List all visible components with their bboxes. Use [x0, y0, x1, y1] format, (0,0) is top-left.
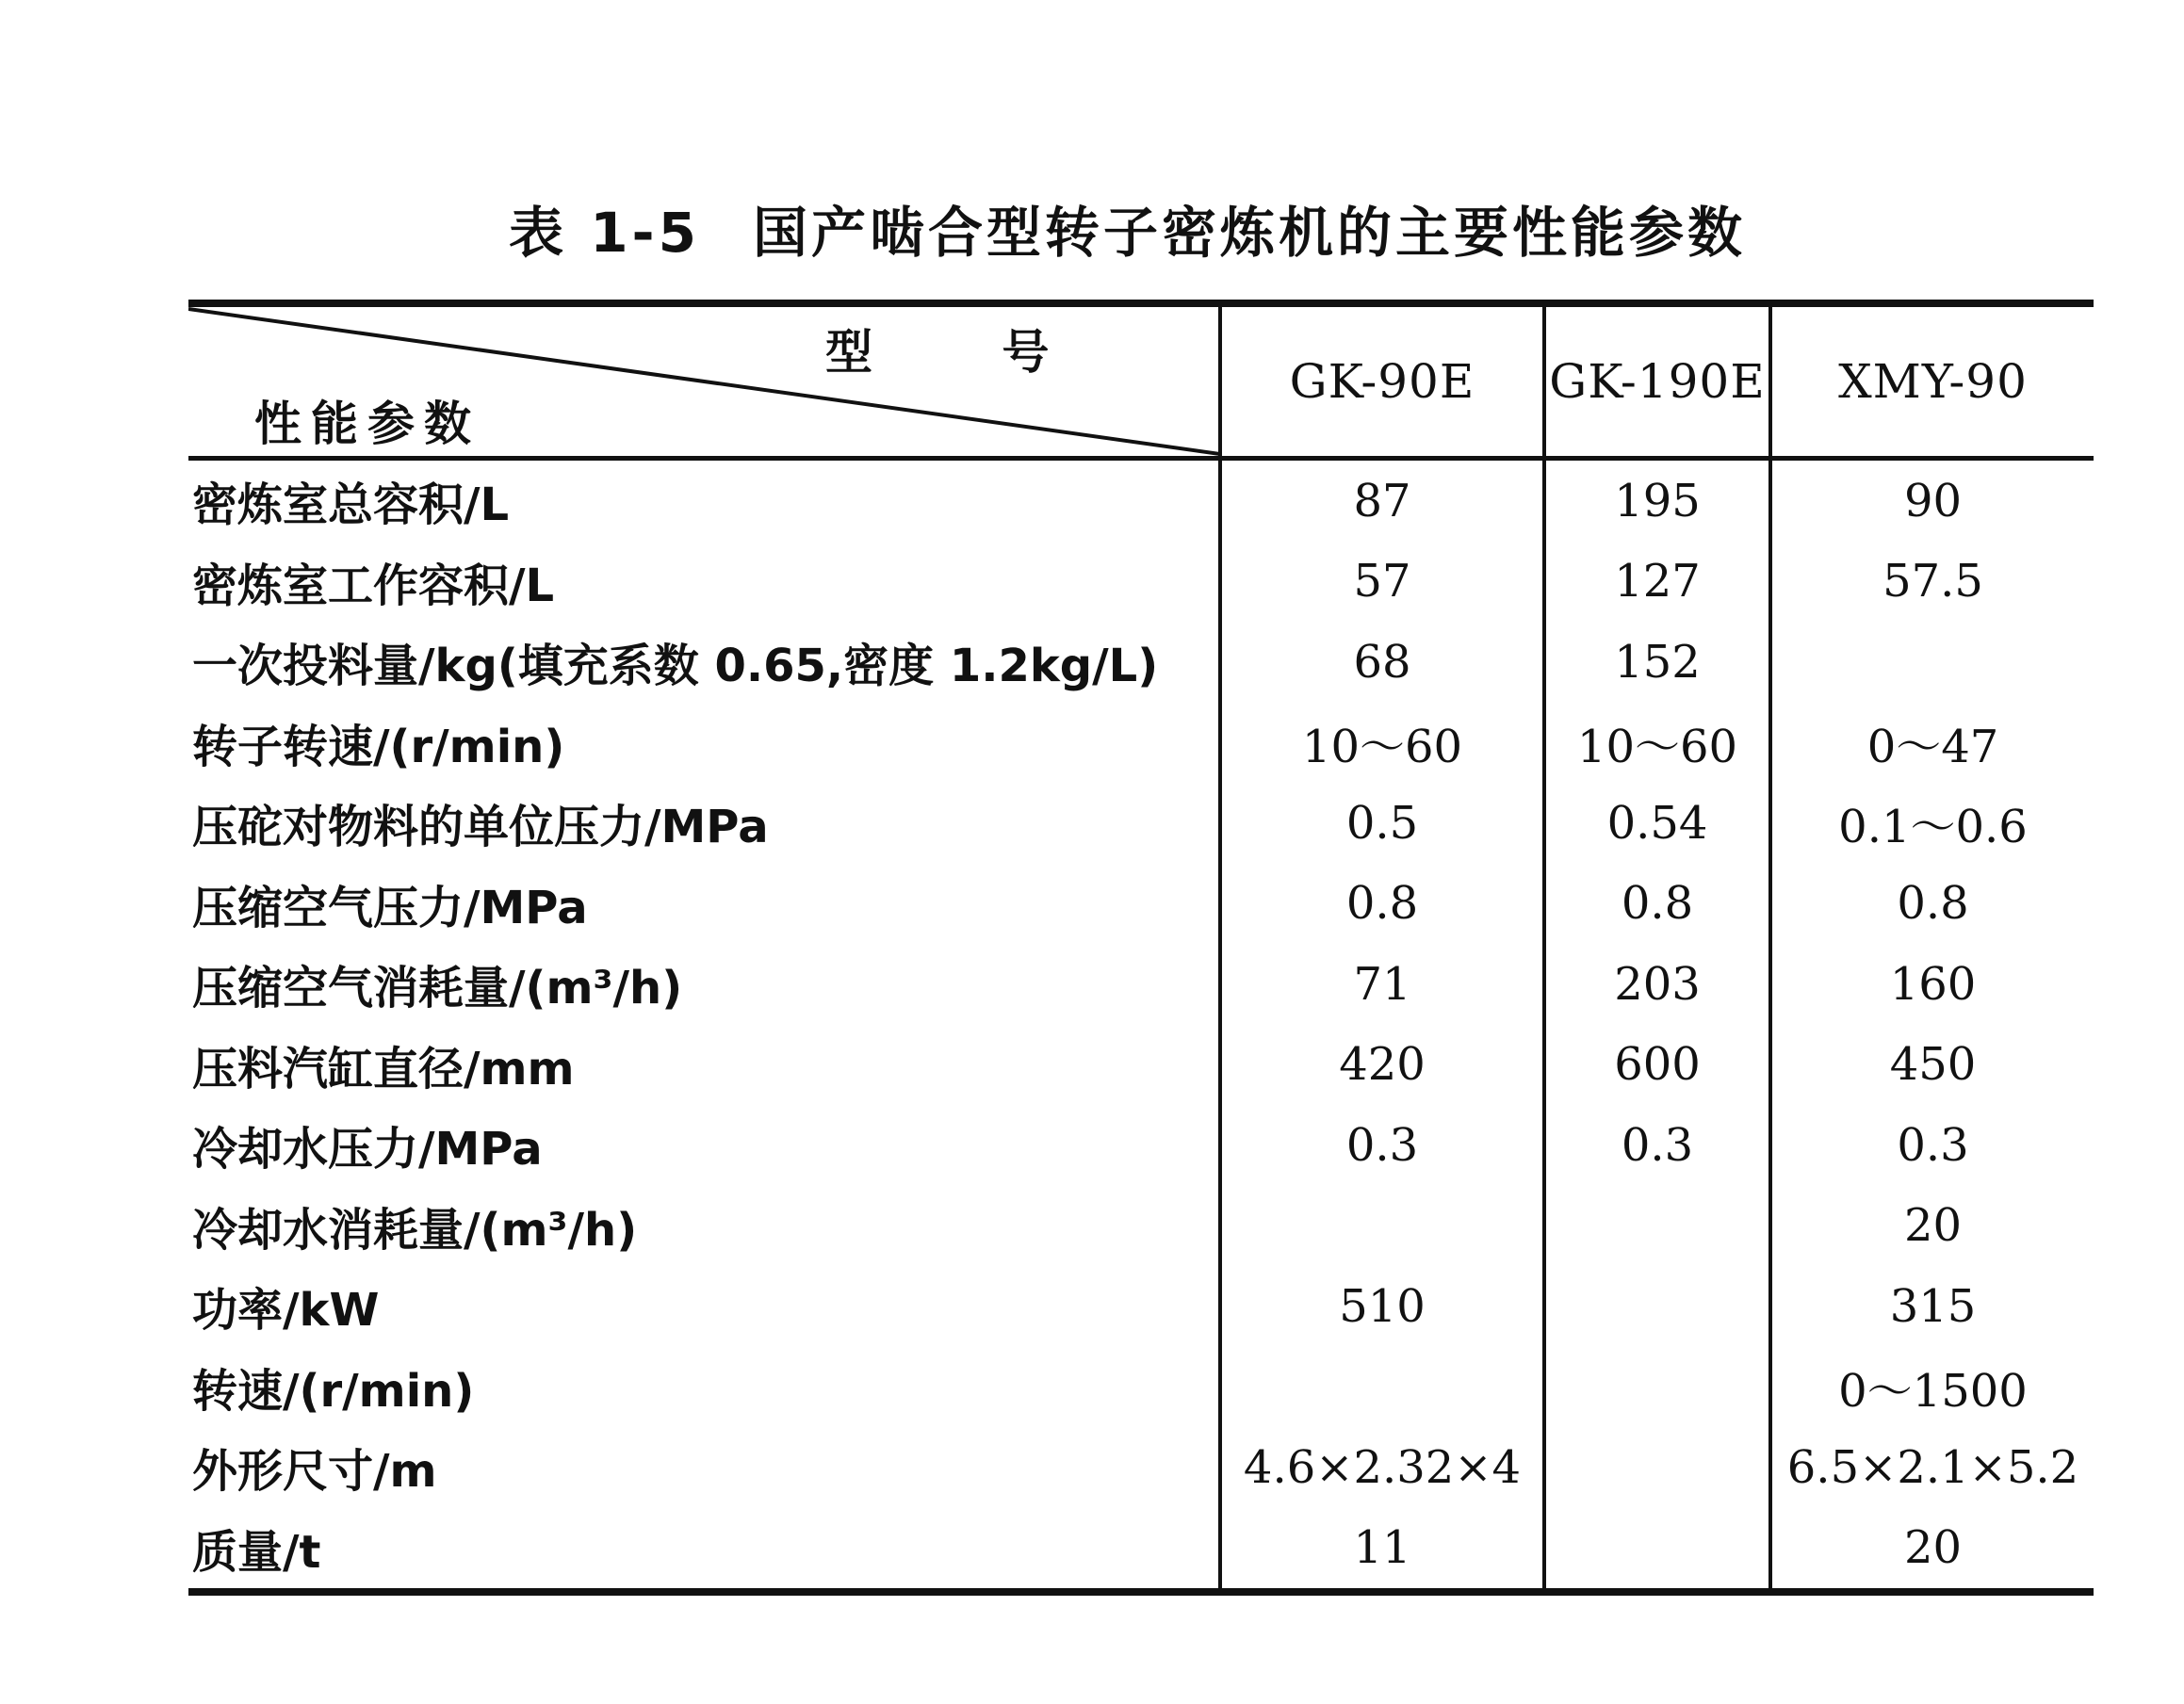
value-cell: 510 — [1220, 1266, 1544, 1347]
table-row — [188, 1427, 2094, 1508]
value-cell: 152 — [1544, 622, 1770, 703]
value-cell: 11 — [1220, 1508, 1544, 1593]
value-cell — [1770, 622, 2094, 703]
value-cell: 0.8 — [1220, 864, 1544, 945]
parameter-label: 外形尺寸/m — [192, 1445, 437, 1499]
value-cell: 127 — [1544, 542, 1770, 623]
parameter-label: 功率/kW — [192, 1284, 380, 1338]
value-cell: 68 — [1220, 622, 1544, 703]
parameter-label: 压料汽缸直径/mm — [192, 1042, 575, 1095]
value-cell: 0.54 — [1544, 783, 1770, 864]
value-cell: 71 — [1220, 944, 1544, 1025]
value-cell: 0～1500 — [1770, 1347, 2094, 1428]
value-cell: 4.6×2.32×4 — [1220, 1427, 1544, 1508]
performance-table — [188, 300, 2094, 1596]
parameter-label: 转速/(r/min) — [192, 1364, 475, 1418]
value-cell — [1220, 1186, 1544, 1267]
table-row — [188, 864, 2094, 945]
value-cell: 160 — [1770, 944, 2094, 1025]
value-cell: 0.3 — [1220, 1105, 1544, 1186]
value-cell: 10～60 — [1220, 703, 1544, 784]
model-header: GK-190E — [1544, 303, 1770, 459]
value-cell: 90 — [1770, 459, 2094, 542]
table-row — [188, 703, 2094, 784]
model-header: GK-90E — [1220, 303, 1544, 459]
table-row — [188, 622, 2094, 703]
value-cell: 315 — [1770, 1266, 2094, 1347]
parameter-label: 冷却水消耗量/(m³/h) — [192, 1203, 638, 1257]
model-header: XMY-90 — [1770, 303, 2094, 459]
value-cell: 57 — [1220, 542, 1544, 623]
value-cell — [1544, 1508, 1770, 1593]
value-cell: 420 — [1220, 1025, 1544, 1106]
value-cell: 0.3 — [1770, 1105, 2094, 1186]
table-row — [188, 1266, 2094, 1347]
value-cell — [1220, 1347, 1544, 1428]
table-caption — [509, 188, 1790, 268]
table-row — [188, 944, 2094, 1025]
table-row — [188, 542, 2094, 623]
table-row — [188, 459, 2094, 542]
value-cell: 87 — [1220, 459, 1544, 542]
value-cell: 20 — [1770, 1508, 2094, 1593]
header-row — [188, 303, 2094, 459]
value-cell: 0.8 — [1770, 864, 2094, 945]
value-cell: 0.8 — [1544, 864, 1770, 945]
value-cell: 450 — [1770, 1025, 2094, 1106]
value-cell — [1544, 1266, 1770, 1347]
value-cell: 195 — [1544, 459, 1770, 542]
diagonal-header-cell — [188, 303, 1220, 459]
value-cell: 0.3 — [1544, 1105, 1770, 1186]
value-cell: 20 — [1770, 1186, 2094, 1267]
value-cell: 0.1～0.6 — [1770, 783, 2094, 864]
parameter-label: 质量/t — [188, 1508, 1220, 1593]
value-cell: 0.5 — [1220, 783, 1544, 864]
parameter-label: 压砣对物料的单位压力/MPa — [192, 801, 769, 854]
table-title: 国产啮合型转子密炼机的主要性能参数 — [752, 201, 1746, 265]
value-cell — [1544, 1347, 1770, 1428]
value-cell: 6.5×2.1×5.2 — [1770, 1427, 2094, 1508]
parameter-label: 一次投料量/kg(填充系数 0.65,密度 1.2kg/L) — [192, 640, 1159, 693]
table-body — [188, 459, 2094, 1593]
value-cell: 203 — [1544, 944, 1770, 1025]
table-row — [188, 1347, 2094, 1428]
table-row — [188, 1508, 2094, 1593]
corner-parameter-label: 性能参数 — [254, 397, 481, 451]
value-cell — [1544, 1427, 1770, 1508]
value-cell: 600 — [1544, 1025, 1770, 1106]
parameter-label: 密炼室总容积/L — [192, 479, 510, 532]
value-cell: 10～60 — [1544, 703, 1770, 784]
table-row — [188, 1186, 2094, 1267]
table-number: 表 1-5 — [509, 201, 700, 265]
table-row — [188, 1105, 2094, 1186]
value-cell: 57.5 — [1770, 542, 2094, 623]
parameter-label: 密炼室工作容积/L — [192, 559, 555, 612]
table-row — [188, 783, 2094, 864]
parameter-label: 转子转速/(r/min) — [192, 720, 565, 773]
value-cell — [1544, 1186, 1770, 1267]
parameter-label: 压缩空气压力/MPa — [192, 881, 588, 934]
value-cell: 0～47 — [1770, 703, 2094, 784]
table-row — [188, 1025, 2094, 1106]
parameter-label: 冷却水压力/MPa — [192, 1123, 543, 1177]
corner-model-label: 型 号 — [825, 325, 1050, 380]
parameter-label: 压缩空气消耗量/(m³/h) — [192, 962, 683, 1015]
